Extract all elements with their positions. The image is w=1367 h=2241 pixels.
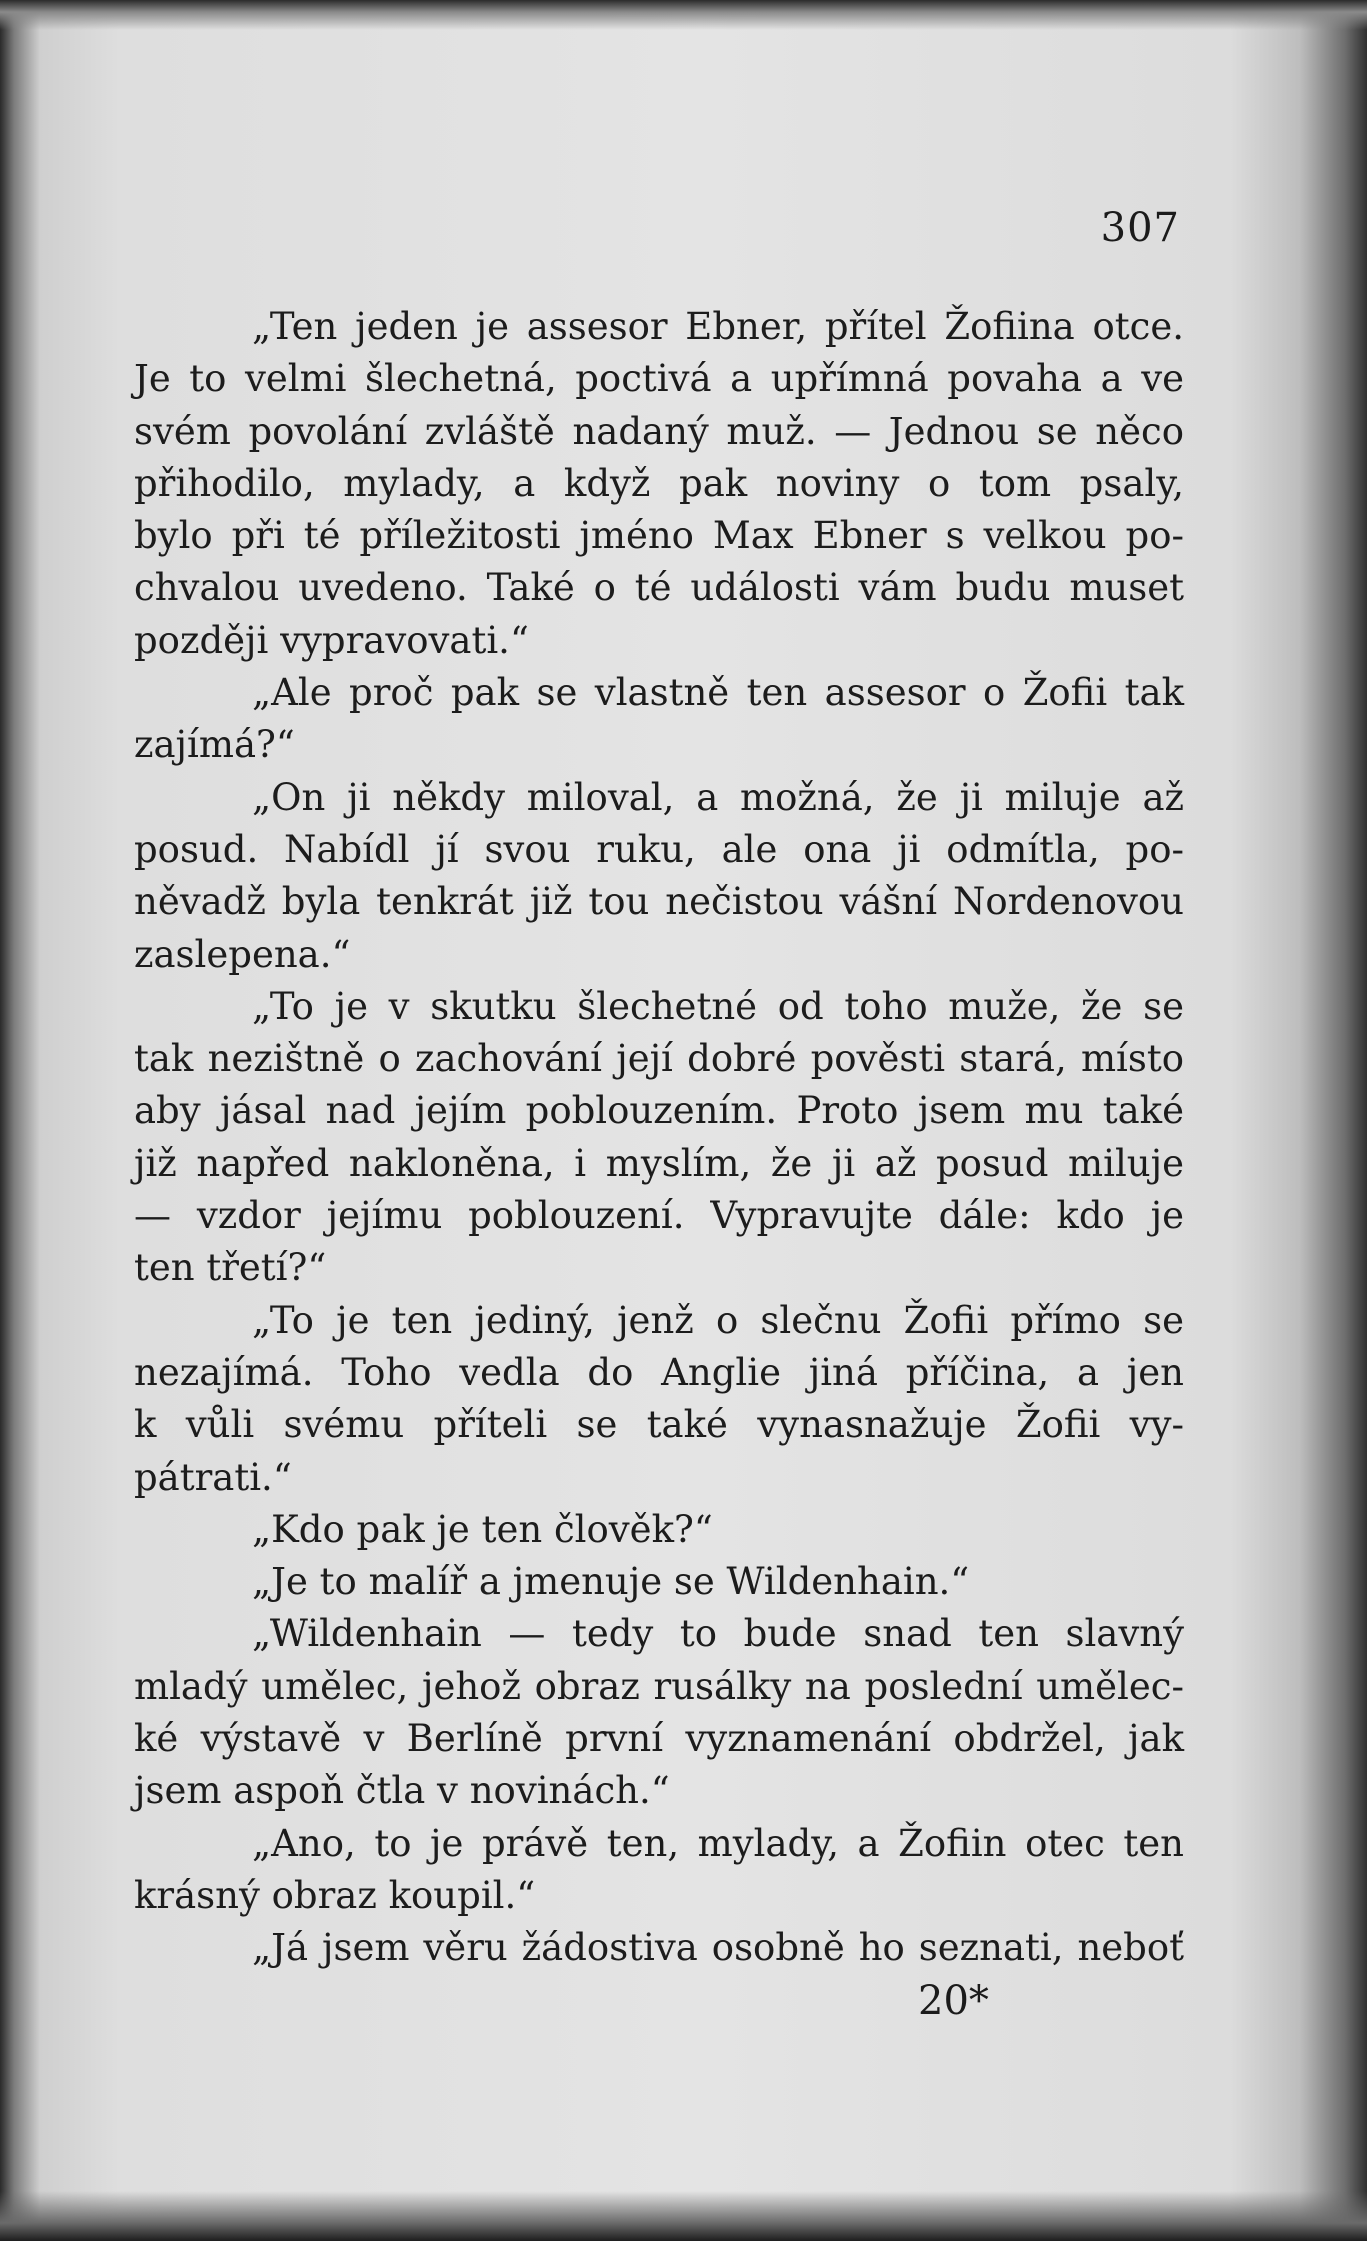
text-line: k vůli svému příteli se také vynasnažuje Žofii vy- bbox=[134, 1403, 1184, 1447]
text-line: pátrati.“ bbox=[134, 1455, 292, 1499]
text-line: zajímá?“ bbox=[134, 723, 295, 767]
body-text bbox=[134, 301, 1184, 1975]
text-line: „Kdo pak je ten člověk?“ bbox=[252, 1507, 713, 1551]
text-line: „Je to malíř a jmenuje se Wildenhain.“ bbox=[252, 1560, 970, 1604]
text-line: přihodilo, mylady, a když pak noviny o tom psaly, bbox=[134, 461, 1184, 505]
text-line: chvalou uvedeno. Také o té události vám budu muset bbox=[134, 566, 1184, 610]
text-line: něvadž byla tenkrát již tou nečistou vášní Nordenovou bbox=[134, 880, 1184, 924]
text-line: „Wildenhain — tedy to bude snad ten slavný bbox=[252, 1612, 1184, 1656]
text-line: „Ten jeden je assesor Ebner, přítel Žofiina otce. bbox=[252, 305, 1184, 348]
text-line: bylo při té příležitosti jméno Max Ebner s velkou po- bbox=[134, 514, 1184, 558]
text-line: „To je ten jediný, jenž o slečnu Žofii přímo se bbox=[252, 1298, 1184, 1342]
text-line: „Ale proč pak se vlastně ten assesor o Žofii tak bbox=[252, 671, 1184, 715]
text-line: — vzdor jejímu poblouzení. Vypravujte dále: kdo je bbox=[134, 1194, 1184, 1238]
text-line: ké výstavě v Berlíně první vyznamenání obdržel, jak bbox=[134, 1717, 1184, 1761]
text-line: ten třetí?“ bbox=[134, 1246, 327, 1290]
text-line: aby jásal nad jejím poblouzením. Proto jsem mu také bbox=[134, 1089, 1184, 1133]
signature-mark: 20* bbox=[918, 1978, 989, 2024]
text-line: zaslepena.“ bbox=[134, 932, 351, 976]
text-line: „On ji někdy miloval, a možná, že ji miluje až bbox=[252, 775, 1184, 819]
text-line: krásný obraz koupil.“ bbox=[134, 1873, 536, 1917]
text-line: „Já jsem věru žádostiva osobně ho seznati, neboť bbox=[252, 1926, 1184, 1970]
text-line: „To je v skutku šlechetné od toho muže, že se bbox=[252, 984, 1184, 1028]
text-line: již napřed nakloněna, i myslím, že ji až posud miluje bbox=[134, 1141, 1184, 1185]
page-number: 307 bbox=[1100, 205, 1180, 251]
text-line: jsem aspoň čtla v novinách.“ bbox=[134, 1769, 670, 1813]
text-line: později vypravovati.“ bbox=[134, 618, 529, 662]
text-line: „Ano, to je právě ten, mylady, a Žofiin otec ten bbox=[252, 1821, 1184, 1865]
text-line: tak nezištně o zachování její dobré pověsti stará, místo bbox=[134, 1037, 1184, 1081]
text-line: Je to velmi šlechetná, poctivá a upřímná povaha a ve bbox=[134, 357, 1184, 401]
text-line: svém povolání zvláště nadaný muž. — Jednou se něco bbox=[134, 409, 1184, 453]
text-line: mladý umělec, jehož obraz rusálky na poslední umělec- bbox=[134, 1664, 1184, 1708]
text-line: nezajímá. Toho vedla do Anglie jiná příčina, a jen bbox=[134, 1350, 1184, 1394]
text-line: posud. Nabídl jí svou ruku, ale ona ji odmítla, po- bbox=[134, 827, 1184, 871]
